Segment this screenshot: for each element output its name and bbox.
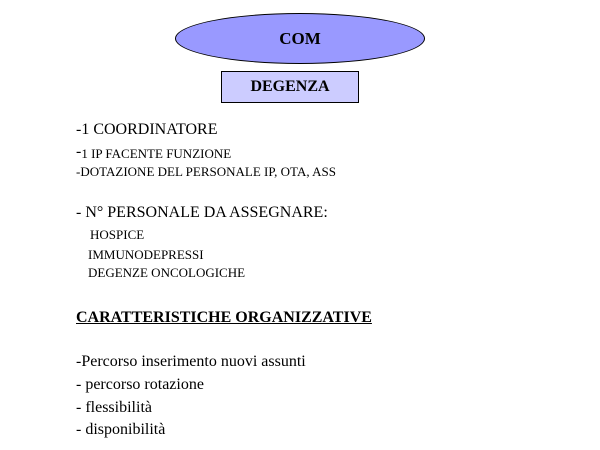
characteristics-heading: CARATTERISTICHE ORGANIZZATIVE bbox=[76, 309, 372, 326]
assignment-unit-hospice: HOSPICE bbox=[90, 227, 145, 242]
assignment-heading: - N° PERSONALE DA ASSEGNARE: bbox=[76, 204, 328, 221]
ip-line bbox=[76, 144, 231, 160]
characteristics-item-flessibilita: - flessibilità bbox=[76, 399, 152, 416]
assignment-unit-degenze: DEGENZE ONCOLOGICHE bbox=[88, 265, 246, 280]
ip-line-dash: - bbox=[76, 143, 82, 160]
ip-line-text: 1 IP FACENTE FUNZIONE bbox=[81, 146, 232, 161]
dotazione-line: -DOTAZIONE DEL PERSONALE IP, OTA, ASS bbox=[76, 164, 336, 179]
characteristics-item-percorso-inserimento: -Percorso inserimento nuovi assunti bbox=[76, 353, 306, 370]
characteristics-item-rotazione: - percorso rotazione bbox=[76, 376, 204, 393]
characteristics-item-disponibilita: - disponibilità bbox=[76, 421, 166, 438]
com-node-label: COM bbox=[279, 28, 321, 48]
com-node bbox=[175, 13, 425, 64]
coordinator-line: -1 COORDINATORE bbox=[76, 121, 218, 138]
degenza-node bbox=[221, 71, 359, 103]
degenza-node-label: DEGENZA bbox=[250, 78, 330, 95]
assignment-unit-immunodepressi: IMMUNODEPRESSI bbox=[88, 247, 204, 262]
